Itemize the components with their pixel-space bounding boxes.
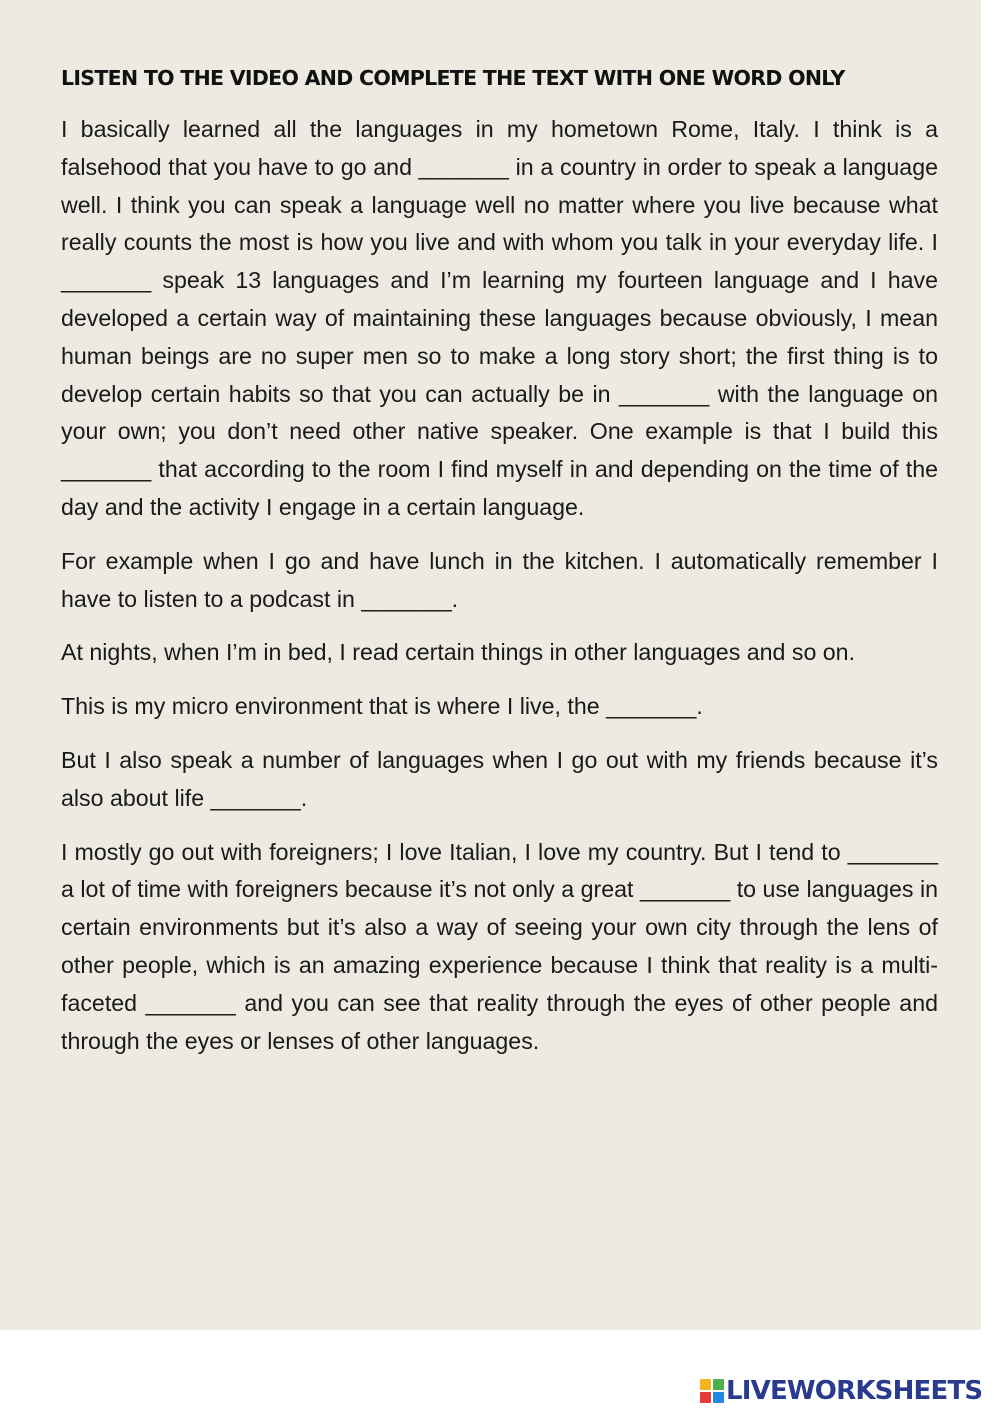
liveworksheets-logo-icon (700, 1379, 726, 1405)
paragraph-2: For example when I go and have lunch in the kitchen. I automatically remember I have to listen to a podcast in _______. (61, 547, 938, 612)
logo-block (713, 1392, 724, 1403)
logo-block (713, 1379, 724, 1390)
paragraph-3: At nights, when I’m in bed, I read certain things in other languages and so on. (61, 639, 856, 666)
worksheet-title: LISTEN TO THE VIDEO AND COMPLETE THE TEXT WITH ONE WORD ONLY (61, 66, 845, 90)
logo-block (700, 1379, 711, 1390)
liveworksheets-logo[interactable] (700, 1372, 996, 1412)
paragraph-6: I mostly go out with foreigners; I love Italian, I love my country. But I tend to _______ a lot of time with foreigners because it’s not only a great _______ to use languages in certain environments but it’s also a way of seeing your own city through the lens of other people, which is an amazing experience because I think that reality is a multi-faceted _______ and you can see that reality through the eyes of other people and through the eyes or lenses of other languages. (61, 838, 938, 1054)
logo-text: LIVEWORKSHEETS (726, 1376, 983, 1406)
worksheet-text (61, 111, 938, 1076)
paragraph-5: But I also speak a number of languages when I go out with my friends because it’s also about life _______. (61, 746, 938, 811)
logo-block (700, 1392, 711, 1403)
paragraph-1: I basically learned all the languages in my hometown Rome, Italy. I think is a falsehood that you have to go and _______ in a country in order to speak a language well. I think you can speak a language well no matter where you live because what really counts the most is how you live and with whom you talk in your everyday life. I _______ speak 13 languages and I’m learning my fourteen language and I have developed a certain way of maintaining these languages because obviously, I mean human beings are no super men so to make a long story short; the first thing is to develop certain habits so that you can actually be in _______ with the language on your own; you don’t need other native speaker. One example is that I build this _______ that according to the room I find myself in and depending on the time of the day and the activity I engage in a certain language. (61, 116, 938, 520)
paragraph-4: This is my micro environment that is where I live, the _______. (61, 693, 703, 720)
